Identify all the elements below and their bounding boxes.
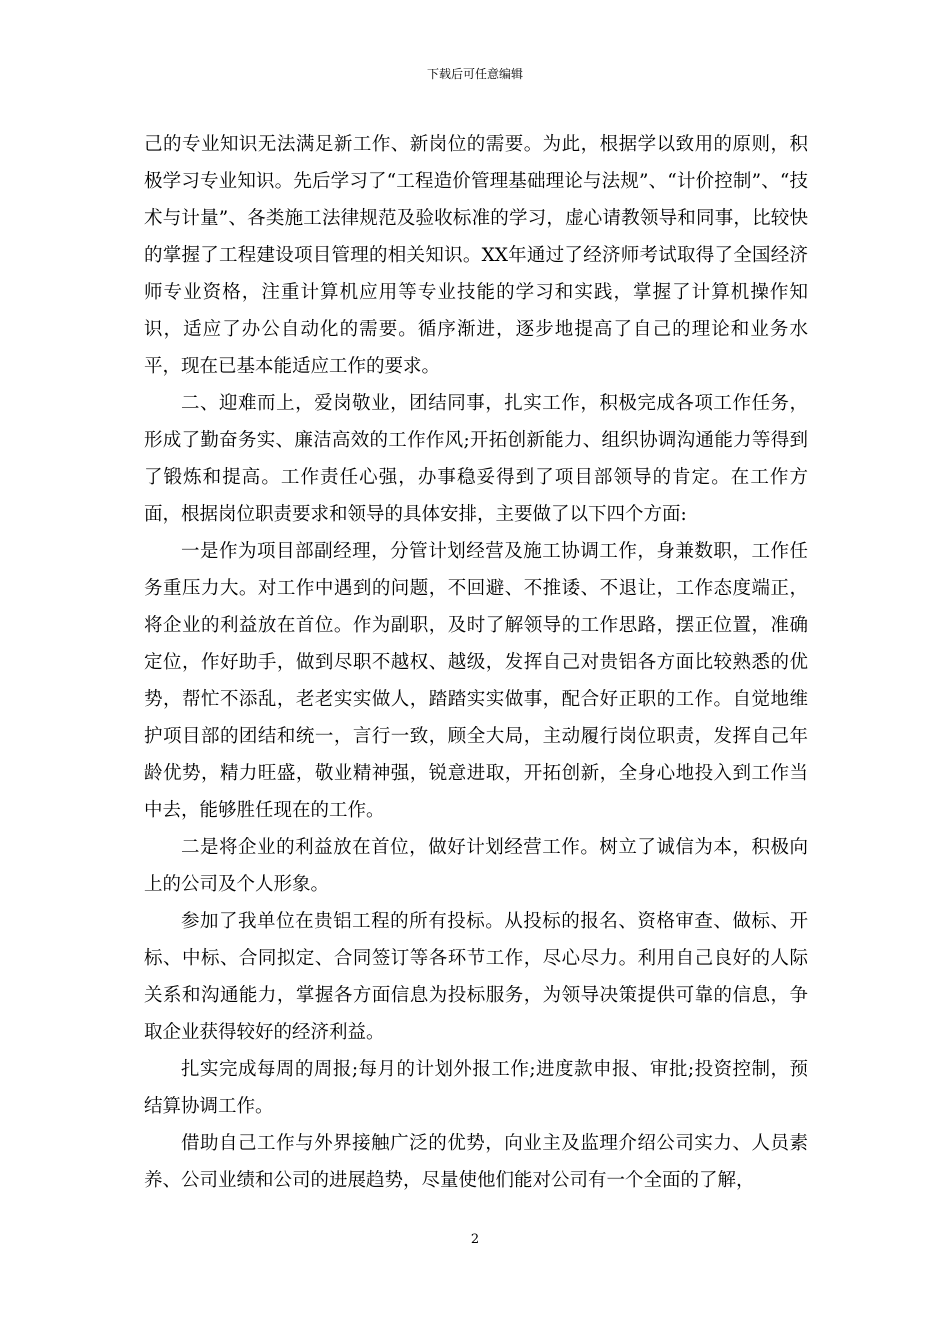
paragraph-point-one: 一是作为项目部副经理，分管计划经营及施工协调工作，身兼数职，工作任务重压力大。对工作中遇到的问题，不回避、不推诿、不退让，工作态度端正，将企业的利益放在首位。作为副职，及时了解领导的工作思路，摆正位置，准确定位，作好助手，做到尽职不越权、越级，发挥自己对贵铝各方面比较熟悉的优势，帮忙不添乱，老老实实做人，踏踏实实做事，配合好正职的工作。自觉地维护项目部的团结和统一，言行一致，顾全大局，主动履行岗位职责，发挥自己年龄优势，精力旺盛，敬业精神强，锐意进取，开拓创新，全身心地投入到工作当中去，能够胜任现在的工作。: [144, 541, 808, 821]
paragraph-section-two: 二、迎难而上，爱岗敬业，团结同事，扎实工作，积极完成各项工作任务，形成了勤奋务实、廉洁高效的工作作风;开拓创新能力、组织协调沟通能力等得到了锻炼和提高。工作责任心强，办事稳妥得到了项目部领导的肯定。在工作方面，根据岗位职责要求和领导的具体安排，主要做了以下四个方面:: [144, 393, 808, 525]
paragraph-point-two: 二是将企业的利益放在首位，做好计划经营工作。树立了诚信为本，积极向上的公司及个人形象。: [144, 837, 808, 895]
document-body: [144, 126, 808, 1199]
paragraph-continuation: 己的专业知识无法满足新工作、新岗位的需要。为此，根据学以致用的原则，积极学习专业知识。先后学习了“工程造价管理基础理论与法规”、“计价控制”、“技术与计量”、各类施工法律规范及验收标准的学习，虚心请教领导和同事，比较快的掌握了工程建设项目管理的相关知识。XX年通过了经济师考试取得了全国经济师专业资格，注重计算机应用等专业技能的学习和实践，掌握了计算机操作知识，适应了办公自动化的需要。循序渐进，逐步地提高了自己的理论和业务水平，现在已基本能适应工作的要求。: [144, 134, 808, 377]
paragraph-bidding: 参加了我单位在贵铝工程的所有投标。从投标的报名、资格审查、做标、开标、中标、合同拟定、合同签订等各环节工作，尽心尽力。利用自己良好的人际关系和沟通能力，掌握各方面信息为投标服务，为领导决策提供可靠的信息，争取企业获得较好的经济利益。: [144, 911, 808, 1043]
paragraph-reports: 扎实完成每周的周报;每月的计划外报工作;进度款申报、审批;投资控制，预结算协调工作。: [144, 1059, 808, 1117]
page-number: 2: [470, 1232, 480, 1247]
paragraph-outreach: 借助自己工作与外界接触广泛的优势，向业主及监理介绍公司实力、人员素养、公司业绩和公司的进展趋势，尽量使他们能对公司有一个全面的了解，: [144, 1133, 808, 1191]
page-header: 下载后可任意编辑: [426, 67, 523, 81]
